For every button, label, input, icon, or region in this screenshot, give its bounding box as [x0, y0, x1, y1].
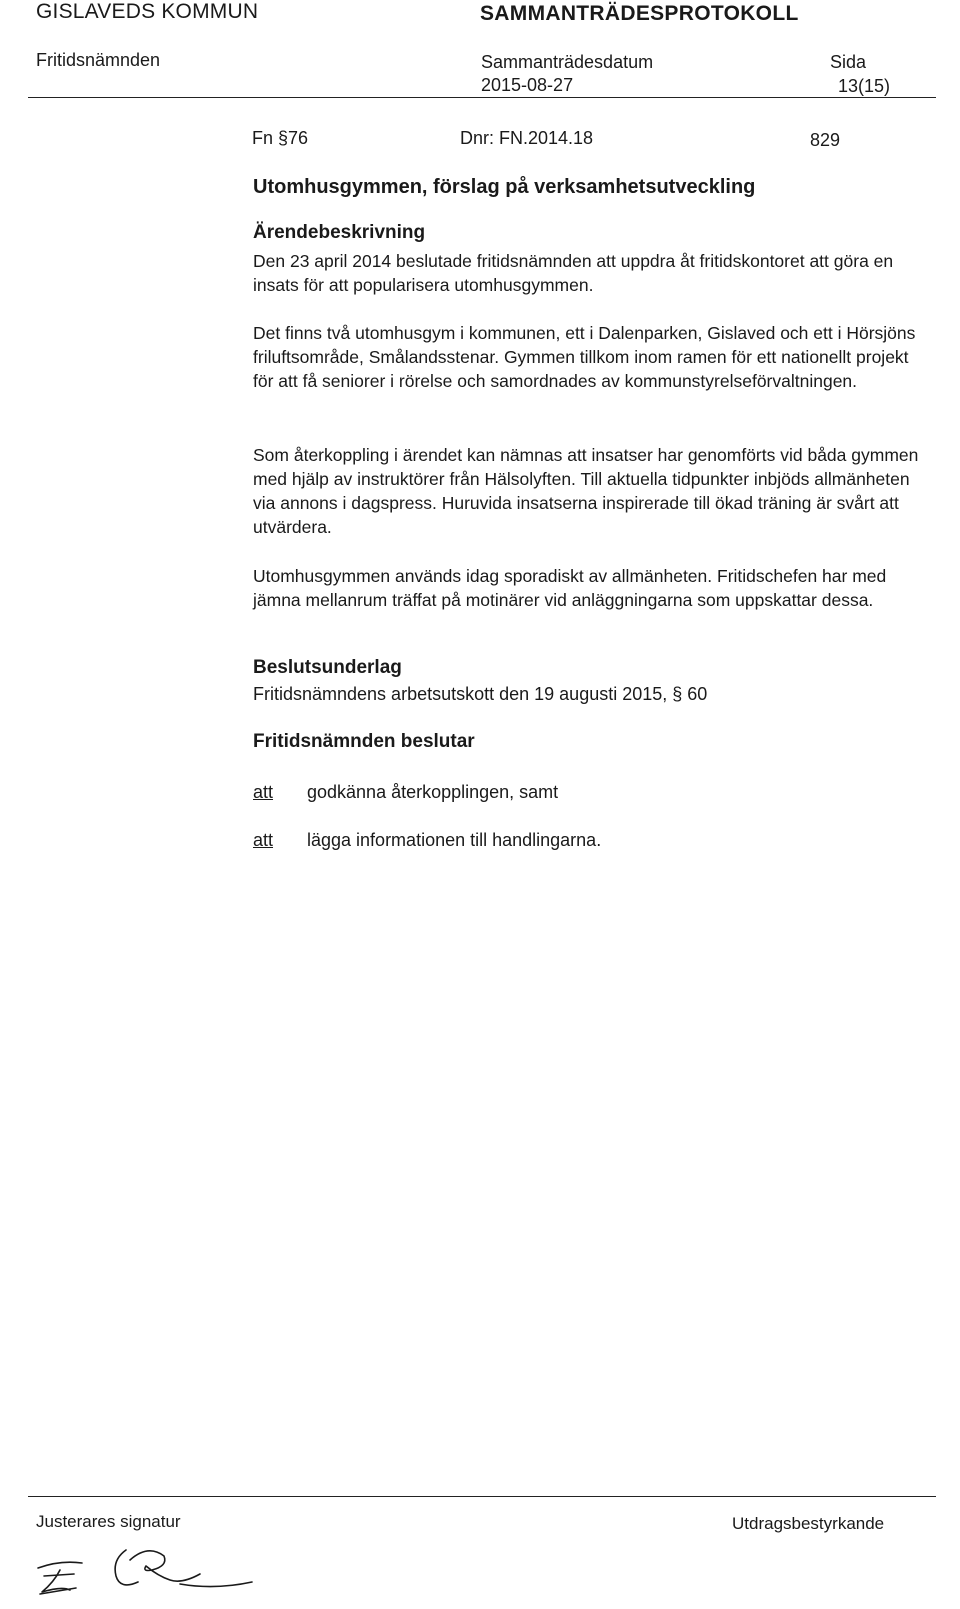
- basis-text: Fritidsnämndens arbetsutskott den 19 augusti 2015, § 60: [253, 684, 708, 704]
- justifier-signature-label: Justerares signatur: [36, 1512, 181, 1531]
- decision-item: [253, 782, 273, 803]
- description-paragraph: [253, 443, 933, 539]
- description-heading: Ärendebeskrivning: [253, 222, 426, 243]
- decision-item: [253, 830, 273, 851]
- committee-name: Fritidsnämnden: [36, 50, 161, 70]
- case-registration-number: Dnr: FN.2014.18: [460, 128, 594, 148]
- decision-prefix: att: [253, 830, 274, 850]
- decision-text-2: lägga informationen till handlingarna.: [307, 830, 602, 850]
- description-text-4: Utomhusgymmen används idag sporadiskt av allmänheten. Fritidschefen har med jämna mellanrum träffat på motinärer vid anläggningarna som uppskattar dessa.: [253, 566, 887, 610]
- description-text-1: Den 23 april 2014 beslutade fritidsnämnden att uppdra åt fritidskontoret att göra en insats för att popularisera utomhusgymmen.: [253, 251, 894, 295]
- page-number: 13(15): [838, 76, 891, 96]
- description-paragraph: [253, 249, 933, 297]
- meeting-date: 2015-08-27: [481, 75, 574, 95]
- description-paragraph: [253, 564, 933, 612]
- page-label: Sida: [830, 52, 867, 72]
- paragraph-number: Fn §76: [252, 128, 309, 148]
- case-code: 829: [810, 130, 841, 150]
- meeting-date-label: Sammanträdesdatum: [481, 52, 654, 72]
- decision-text-1: godkänna återkopplingen, samt: [307, 782, 559, 802]
- extract-certification-label: Utdragsbestyrkande: [732, 1514, 885, 1533]
- handwritten-signature: [30, 1530, 260, 1600]
- footer-divider: [28, 1496, 936, 1497]
- header-divider: [28, 97, 936, 98]
- decision-heading: Fritidsnämnden beslutar: [253, 731, 475, 752]
- case-title: Utomhusgymmen, förslag på verksamhetsutveckling: [253, 176, 756, 198]
- document-type: SAMMANTRÄDESPROTOKOLL: [480, 2, 799, 25]
- municipality-name: GISLAVEDS KOMMUN: [36, 0, 259, 23]
- basis-heading: Beslutsunderlag: [253, 657, 402, 678]
- description-text-2: Det finns två utomhusgym i kommunen, ett i Dalenparken, Gislaved och ett i Hörsjöns friluftsområde, Smålandsstenar. Gymmen tillkom inom ramen för ett nationellt projekt för att få seniorer i rörelse och samordnades av kommunstyrelseförvaltningen.: [253, 323, 916, 391]
- decision-prefix: att: [253, 782, 274, 802]
- description-paragraph: [253, 321, 933, 393]
- description-text-3: Som återkoppling i ärendet kan nämnas att insatser har genomförts vid båda gymmen med hjälp av instruktörer från Hälsolyften. Till aktuella tidpunkter inbjöds allmänheten via annons i dagspress. Huruvida insatserna inspirerade till ökad träning är svårt att utvärdera.: [253, 445, 919, 537]
